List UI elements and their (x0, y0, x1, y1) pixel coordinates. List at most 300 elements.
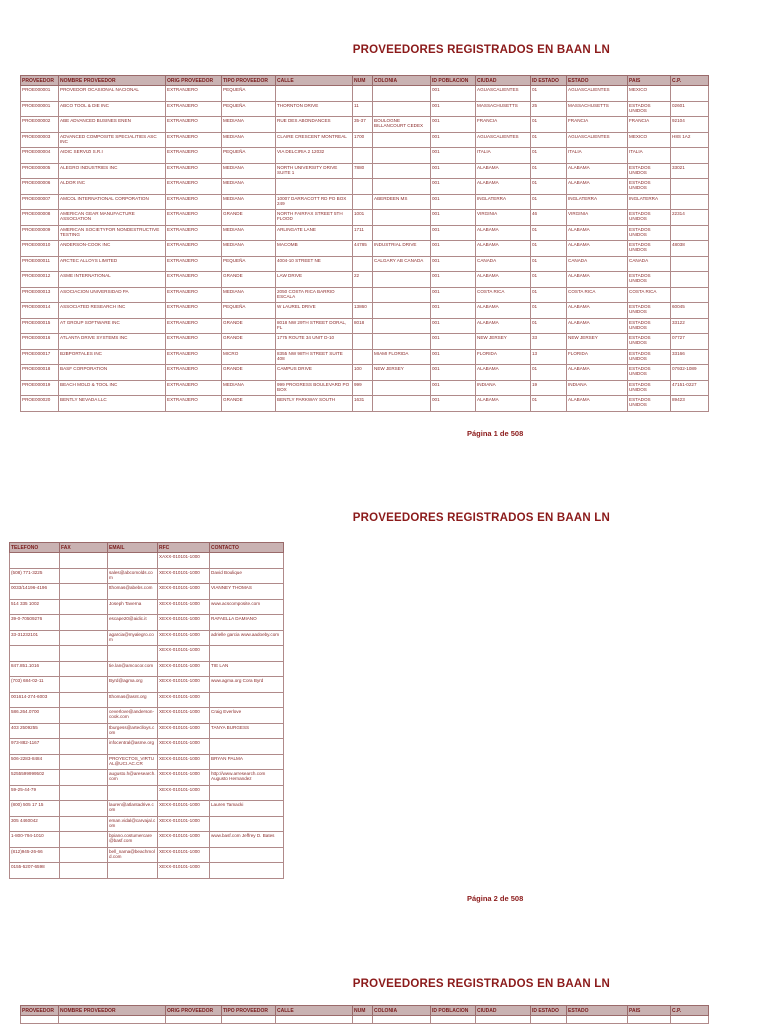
column-header: CALLE (276, 76, 353, 86)
table-cell: PROE000014 (21, 303, 59, 319)
table-cell: 001 (431, 86, 476, 102)
table-cell: 1-800-794-1010 (10, 832, 60, 848)
column-header: NUM (353, 76, 373, 86)
table-cell: H8S 1A2 (671, 132, 709, 148)
table-row (10, 739, 284, 755)
table-cell: agarcia@myalegro.com (108, 630, 158, 646)
table-cell: 01 (531, 179, 567, 195)
table-cell: 5255599999502 (10, 770, 60, 786)
table-cell: ESTADOS UNIDOS (628, 303, 671, 319)
table-cell: XEXX-010101-1000 (158, 801, 210, 817)
table-cell: 001 (431, 179, 476, 195)
table-cell: ceverlove@anderson-cook.com (108, 708, 158, 724)
table-cell (373, 272, 431, 288)
table-cell: eman.vidal@carvajal.com (108, 816, 158, 832)
table-cell: XEXX-010101-1000 (158, 832, 210, 848)
table-cell: 01 (531, 272, 567, 288)
table-cell: augusto.h@aresearch.com (108, 770, 158, 786)
table-cell (353, 334, 373, 350)
table-cell: 01 (531, 163, 567, 179)
table-cell: INGLATERRA (628, 194, 671, 210)
table-row (10, 677, 284, 693)
table-row (21, 241, 709, 257)
table-cell: W LAUREL DRIVE (276, 303, 353, 319)
table-cell: CANADA (567, 256, 628, 272)
table-cell (373, 303, 431, 319)
table-cell: 07727 (671, 334, 709, 350)
table-cell: ESTADOS UNIDOS (628, 334, 671, 350)
table-cell: (508) 771-3225 (10, 568, 60, 584)
table-cell: MEDIANA (222, 179, 276, 195)
table-cell: 001 (431, 210, 476, 226)
table-cell: MICRO (222, 349, 276, 365)
table-cell (60, 785, 108, 801)
table-cell: LAW DRIVE (276, 272, 353, 288)
table-cell: AT GROUP SOFTWARE INC (59, 318, 166, 334)
table-cell: ESTADOS UNIDOS (628, 225, 671, 241)
table-row (10, 646, 284, 662)
table-cell: PROE000008 (21, 210, 59, 226)
table-cell: 001 (431, 132, 476, 148)
table-cell: 89423 (671, 396, 709, 412)
table-cell: ESTADOS UNIDOS (628, 210, 671, 226)
table-cell: 22 (353, 272, 373, 288)
table-cell: AGUASCALIENTES (567, 86, 628, 102)
column-header: RFC (158, 543, 210, 553)
table-row (21, 163, 709, 179)
table-cell (276, 179, 353, 195)
column-header: C.P. (671, 1006, 709, 1016)
table-cell: EXTRANJERO (166, 349, 222, 365)
table-cell: ALABAMA (567, 303, 628, 319)
table-cell (353, 287, 373, 303)
table-cell: ALABAMA (567, 318, 628, 334)
table-cell: 0155-5207-6598 (10, 863, 60, 879)
table-cell: tthomas@asnt.org (108, 692, 158, 708)
table-cell: EXTRANJERO (166, 117, 222, 133)
table-cell: 19 (531, 380, 567, 396)
table-cell (10, 553, 60, 569)
table-cell: EXTRANJERO (166, 287, 222, 303)
table-cell: INDIANA (476, 380, 531, 396)
table-cell: ESTADOS UNIDOS (628, 349, 671, 365)
table-cell: XEXX-010101-1000 (158, 816, 210, 832)
table-cell: ASOCIACION UNIVERSIDAD PA (59, 287, 166, 303)
table-cell: 4004-10 STREET NE (276, 256, 353, 272)
table-cell: tthomas@abebs.com (108, 584, 158, 600)
table-cell: ALABAMA (476, 365, 531, 381)
table-row (21, 194, 709, 210)
table-cell (60, 677, 108, 693)
table-cell: GRANDE (222, 210, 276, 226)
table-cell: CLAIRE CRESCENT MONTREAL (276, 132, 353, 148)
column-header: CALLE (276, 1006, 353, 1016)
table-cell (373, 132, 431, 148)
table-cell: XEXX-010101-1000 (158, 584, 210, 600)
table-cell (60, 708, 108, 724)
table-cell: XAXX-010101-1000 (158, 553, 210, 569)
table-cell: PROE000004 (21, 148, 59, 164)
table-cell: BENTLY PARKWAY SOUTH (276, 396, 353, 412)
table-cell: 001 (431, 117, 476, 133)
table-cell: 1001 (353, 210, 373, 226)
table-cell: INDIANA (567, 380, 628, 396)
table-cell: EXTRANJERO (166, 194, 222, 210)
table-cell: 001 (431, 225, 476, 241)
column-header: PROVEEDOR (21, 1006, 59, 1016)
table-cell: 2050 COSTA RICA BARRIO ESCALA (276, 287, 353, 303)
table-row (21, 132, 709, 148)
table-cell: BASF CORPORATION (59, 365, 166, 381)
table-cell: lauren@atlantadrive.com (108, 801, 158, 817)
table-cell (373, 210, 431, 226)
table-row (10, 584, 284, 600)
table-cell: MEDIANA (222, 163, 276, 179)
table-cell: 999 (353, 380, 373, 396)
table-row (21, 287, 709, 303)
table-cell: XEXX-010101-1000 (158, 692, 210, 708)
table-cell: BOULOGNE BILLANCOURT CEDEX (373, 117, 431, 133)
table-cell: 586.264.0700 (10, 708, 60, 724)
table-cell: 01 (531, 117, 567, 133)
table-cell (108, 553, 158, 569)
table-row (10, 816, 284, 832)
table-cell (210, 863, 284, 879)
table-cell (373, 148, 431, 164)
table-cell (210, 646, 284, 662)
table-cell: infocentral@asme.org (108, 739, 158, 755)
table-cell: XEXX-010101-1000 (158, 754, 210, 770)
column-header: NOMBRE PROVEEDOR (59, 76, 166, 86)
table-cell: 07932-1089 (671, 365, 709, 381)
table-cell: EXTRANJERO (166, 86, 222, 102)
table-row (21, 396, 709, 412)
table-cell: 01 (531, 287, 567, 303)
table-cell: 100 (353, 365, 373, 381)
table-cell: ALDOR INC (59, 179, 166, 195)
table-cell: NORTH FAIRFAX STREET 5TH FLOOD (276, 210, 353, 226)
table-cell: ALABAMA (567, 225, 628, 241)
table-cell: PROE000012 (21, 272, 59, 288)
header-row (10, 543, 284, 553)
table-row (10, 832, 284, 848)
table-cell: 1775 ROUTE 34 UNIT D-10 (276, 334, 353, 350)
table-row (10, 661, 284, 677)
column-header: ESTADO (567, 1006, 628, 1016)
table-cell: ITALIA (628, 148, 671, 164)
table-cell: GRANDE (222, 396, 276, 412)
table-cell: XEXX-010101-1000 (158, 599, 210, 615)
column-header: ESTADO (567, 76, 628, 86)
table-cell: 13 (531, 349, 567, 365)
table-cell: 22314 (671, 210, 709, 226)
table-cell (60, 568, 108, 584)
table-cell: 60045 (671, 303, 709, 319)
table-cell: BRYAN PALMA (210, 754, 284, 770)
table-cell: EXTRANJERO (166, 303, 222, 319)
table-cell: ALABAMA (476, 241, 531, 257)
table-cell: EXTRANJERO (166, 132, 222, 148)
column-header: ID ESTADO (531, 76, 567, 86)
table-cell: 33-31232101 (10, 630, 60, 646)
table-cell: (800) 505 17 15 (10, 801, 60, 817)
table-cell: 001 (431, 303, 476, 319)
table-cell: ARLINGATE LANE (276, 225, 353, 241)
column-header: NOMBRE PROVEEDOR (59, 1006, 166, 1016)
table-cell: 305 4460042 (10, 816, 60, 832)
table-cell: ALABAMA (476, 179, 531, 195)
table-cell: PROE000003 (21, 132, 59, 148)
table-cell: COSTA RICA (567, 287, 628, 303)
column-header: CIUDAD (476, 76, 531, 86)
table-cell: ANDERSON-COOK INC (59, 241, 166, 257)
table-cell: EXTRANJERO (166, 148, 222, 164)
table-cell: 01 (531, 318, 567, 334)
table-cell (373, 225, 431, 241)
table-cell: PROE000018 (21, 365, 59, 381)
table-cell: 13860 (353, 303, 373, 319)
table-cell (276, 86, 353, 102)
table-cell: INGLATERRA (567, 194, 628, 210)
table-cell: EXTRANJERO (166, 396, 222, 412)
table-cell: ALABAMA (476, 225, 531, 241)
table-cell (108, 863, 158, 879)
table-row (21, 380, 709, 396)
table-cell: 001 (431, 101, 476, 117)
table-cell: http://www.arresearch.com Augusto Hernandez (210, 770, 284, 786)
table-cell: ESTADOS UNIDOS (628, 380, 671, 396)
table-cell: (812)945-26-66 (10, 847, 60, 863)
table-cell: EXTRANJERO (166, 256, 222, 272)
table-cell: CAMPUS DRIVE (276, 365, 353, 381)
table-cell: ESTADOS UNIDOS (628, 272, 671, 288)
table-cell (671, 272, 709, 288)
table-cell: 001 (431, 256, 476, 272)
table-cell: 001 (431, 163, 476, 179)
table-cell: PEQUEÑA (222, 256, 276, 272)
table-cell: ALABAMA (567, 241, 628, 257)
table-cell: 48038 (671, 241, 709, 257)
table-cell: 01 (531, 132, 567, 148)
table-cell: COSTA RICA (628, 287, 671, 303)
table-cell: EXTRANJERO (166, 318, 222, 334)
table-cell: bell_nama@beachmold.com (108, 847, 158, 863)
table-cell: XEXX-010101-1000 (158, 863, 210, 879)
table-cell: PROE000010 (21, 241, 59, 257)
page-2-title: PROVEEDORES REGISTRADOS EN BAAN LN (352, 512, 610, 524)
table-cell: 01 (531, 148, 567, 164)
table-cell: PROE000009 (21, 225, 59, 241)
table-cell (60, 847, 108, 863)
table-cell: INGLATERRA (476, 194, 531, 210)
table-cell: 10007 DARRACOTT RD PO BOX 249 (276, 194, 353, 210)
table-cell: 33021 (671, 163, 709, 179)
column-header: CONTACTO (210, 543, 284, 553)
table-cell: PROE000016 (21, 334, 59, 350)
table-cell: GRANDE (222, 318, 276, 334)
table-cell (373, 318, 431, 334)
table-cell: MIAMI FLORIDA (373, 349, 431, 365)
table-cell: 001 (431, 287, 476, 303)
table-cell: GRANDE (222, 272, 276, 288)
table-cell (60, 692, 108, 708)
column-header: C.P. (671, 76, 709, 86)
table-cell: EXTRANJERO (166, 241, 222, 257)
table-cell: ESTADOS UNIDOS (628, 101, 671, 117)
table-cell: 973-882-1167 (10, 739, 60, 755)
table-cell (353, 349, 373, 365)
table-cell: 1631 (353, 396, 373, 412)
table-cell: ATLANTA DRIVE SYSTEMS INC (59, 334, 166, 350)
table-cell: VIA DELCIRIA 2 12032 (276, 148, 353, 164)
table-cell (210, 847, 284, 863)
table-cell: ESTADOS UNIDOS (628, 163, 671, 179)
table-cell: 999 PROGRESS BOULEVARD PO BOX (276, 380, 353, 396)
column-header: PROVEEDOR (21, 76, 59, 86)
table-cell: 01 (531, 225, 567, 241)
table-cell: 001 (431, 241, 476, 257)
table-cell: CANADA (628, 256, 671, 272)
table-cell: 01 (531, 241, 567, 257)
table-cell: CANADA (476, 256, 531, 272)
table-cell: 514 335 1002 (10, 599, 60, 615)
column-header: ID ESTADO (531, 1006, 567, 1016)
table-cell (671, 86, 709, 102)
table-cell: AGUASCALIENTES (476, 86, 531, 102)
table-cell: 001 (431, 148, 476, 164)
table-cell (353, 194, 373, 210)
table-cell: NEW JERSEY (373, 365, 431, 381)
table-cell (60, 599, 108, 615)
table-cell: David Boulique (210, 568, 284, 584)
table-cell: www.acscomposite.com (210, 599, 284, 615)
column-header: NUM (353, 1006, 373, 1016)
table-cell: AMERICAN GEAR MANUFACTURE ASSOCIATION (59, 210, 166, 226)
table-cell: GRANDE (222, 334, 276, 350)
table-cell: AMERICAN SOCIETYFOR NONDESTRUCTIVE TESTING (59, 225, 166, 241)
table-cell: PROVEDOR OCASIONAL NACIONAL (59, 86, 166, 102)
table-cell: MEDIANA (222, 287, 276, 303)
table-cell (671, 148, 709, 164)
page-3-title: PROVEEDORES REGISTRADOS EN BAAN LN (352, 978, 610, 990)
table-cell (60, 661, 108, 677)
table-cell: PROE000019 (21, 380, 59, 396)
table-cell: XEXX-010101-1000 (158, 646, 210, 662)
table-cell: 1700 (353, 132, 373, 148)
table-cell: (703) 684-02-11 (10, 677, 60, 693)
table-cell: PROE000006 (21, 179, 59, 195)
column-header: ID POBLACION (431, 1006, 476, 1016)
table-cell: 35-37 (353, 117, 373, 133)
table-cell: PROE000005 (21, 163, 59, 179)
table-cell: 02601 (671, 101, 709, 117)
table-cell: XEXX-010101-1000 (158, 785, 210, 801)
table-cell (353, 86, 373, 102)
table-row (21, 334, 709, 350)
table-cell: MEXICO (628, 132, 671, 148)
table-cell: www.agma.org Cora Byrd (210, 677, 284, 693)
table-cell (373, 163, 431, 179)
table-cell: MEDIANA (222, 132, 276, 148)
table-cell (210, 739, 284, 755)
table-row (21, 148, 709, 164)
table-cell: PROE000017 (21, 349, 59, 365)
table-row (10, 630, 284, 646)
suppliers-table-page-1 (20, 75, 709, 412)
table-cell (10, 646, 60, 662)
table-cell: VIRGINIA (476, 210, 531, 226)
table-cell: 92104 (671, 117, 709, 133)
table-cell (373, 101, 431, 117)
table-cell (671, 256, 709, 272)
column-header: COLONIA (373, 76, 431, 86)
table-cell (60, 723, 108, 739)
table-row (21, 101, 709, 117)
table-cell: PROE000001 (21, 101, 59, 117)
contacts-table-page-2 (9, 542, 284, 879)
table-cell: NEW JERSEY (567, 334, 628, 350)
page-1-number: Página 1 de 508 (467, 429, 524, 438)
table-cell: FLORIDA (567, 349, 628, 365)
table-row (21, 179, 709, 195)
table-cell: 39-0-70509276 (10, 615, 60, 631)
table-cell: 8018 (353, 318, 373, 334)
table-cell: ASME INTERNATIONAL (59, 272, 166, 288)
table-cell: ALEGRO INDUSTRIES INC (59, 163, 166, 179)
table-cell: escape20@aidic.it (108, 615, 158, 631)
table-cell: 8018 NW 29TH STREET DORAL, FL (276, 318, 353, 334)
table-cell (210, 785, 284, 801)
column-header: TELEFONO (10, 543, 60, 553)
table-row (10, 863, 284, 879)
column-header: PAIS (628, 76, 671, 86)
table-cell: PEQUEÑA (222, 101, 276, 117)
table-cell: MEDIANA (222, 117, 276, 133)
table-cell: EXTRANJERO (166, 101, 222, 117)
table-cell: 1711 (353, 225, 373, 241)
table-row (10, 770, 284, 786)
table-cell: Lauren Tamacki (210, 801, 284, 817)
table-cell: BEACH MOLD & TOOL INC (59, 380, 166, 396)
page-2-number: Página 2 de 508 (467, 894, 524, 903)
table-cell: www.basf.com Jeffrey D. Bates (210, 832, 284, 848)
table-cell: EXTRANJERO (166, 210, 222, 226)
table-cell: ABCO TOOL & DIE INC (59, 101, 166, 117)
table-cell: AGUASCALIENTES (567, 132, 628, 148)
table-row (10, 692, 284, 708)
table-cell: ITALIA (567, 148, 628, 164)
table-cell: ALABAMA (567, 179, 628, 195)
table-cell (60, 832, 108, 848)
table-cell (60, 615, 108, 631)
table-cell: XEXX-010101-1000 (158, 568, 210, 584)
table-row (10, 615, 284, 631)
table-cell: EXTRANJERO (166, 225, 222, 241)
table-cell: AMCOL INTERNATIONAL CORPORATION (59, 194, 166, 210)
table-row (10, 568, 284, 584)
table-cell: ALABAMA (567, 396, 628, 412)
table-cell (373, 86, 431, 102)
table-cell: PROYECTOS_VIRTUAL@UCI.AC.CR (108, 754, 158, 770)
table-cell: MEDIANA (222, 225, 276, 241)
table-cell: PROE000015 (21, 318, 59, 334)
table-cell: PEQUEÑA (222, 303, 276, 319)
table-cell: XEXX-010101-1000 (158, 677, 210, 693)
header-row (21, 1006, 709, 1016)
table-row (21, 318, 709, 334)
table-cell (373, 396, 431, 412)
table-row (10, 801, 284, 817)
